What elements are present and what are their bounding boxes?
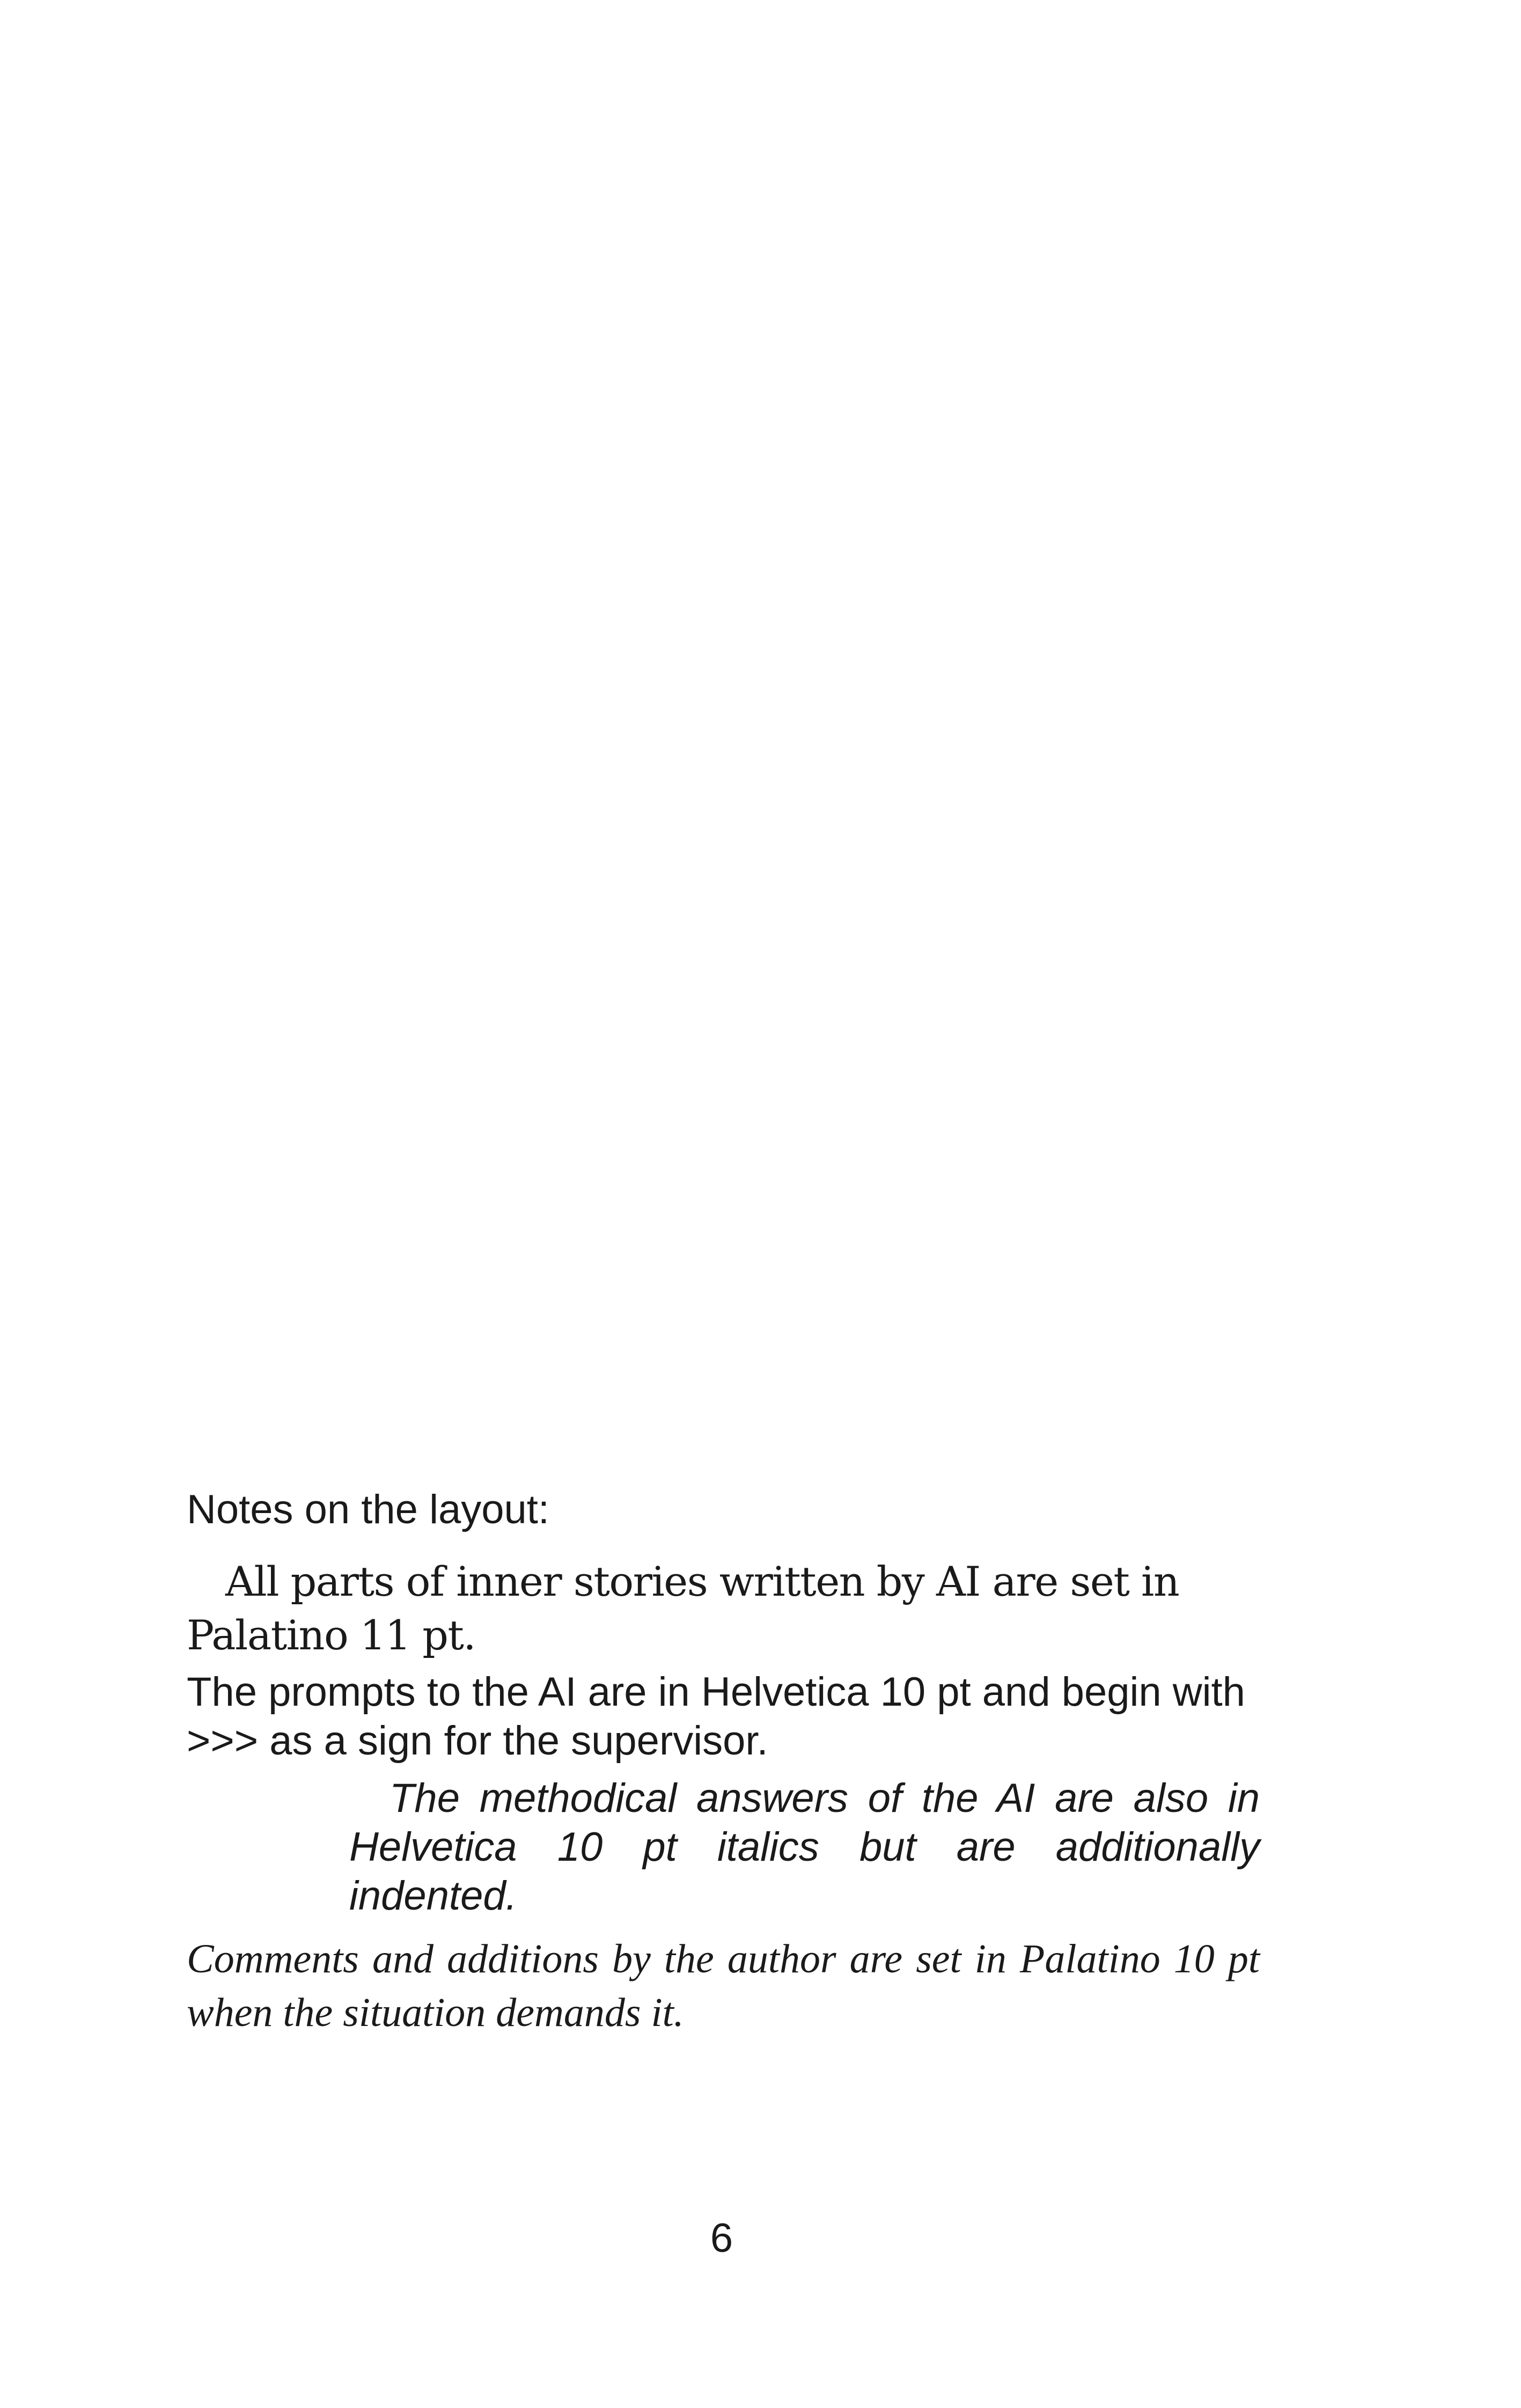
layout-notes [187,1486,1260,2039]
notes-heading: Notes on the layout: [187,1487,549,1532]
prompts-paragraph: The prompts to the AI are in Helvetica 10 pt and begin with >>> as a sign for the supervisor. [187,1669,1245,1764]
ai-stories-paragraph: All parts of inner stories written by AI are set in Palatino 11 pt. [187,1558,1179,1659]
comments-paragraph: Comments and additions by the author are set in Palatino 10 pt when the situation demands it. [187,1936,1260,2035]
page-number: 6 [710,2215,733,2261]
answers-paragraph: The methodical answers of the AI are also in Helvetica 10 pt italics but are additionally indented. [349,1775,1260,1919]
